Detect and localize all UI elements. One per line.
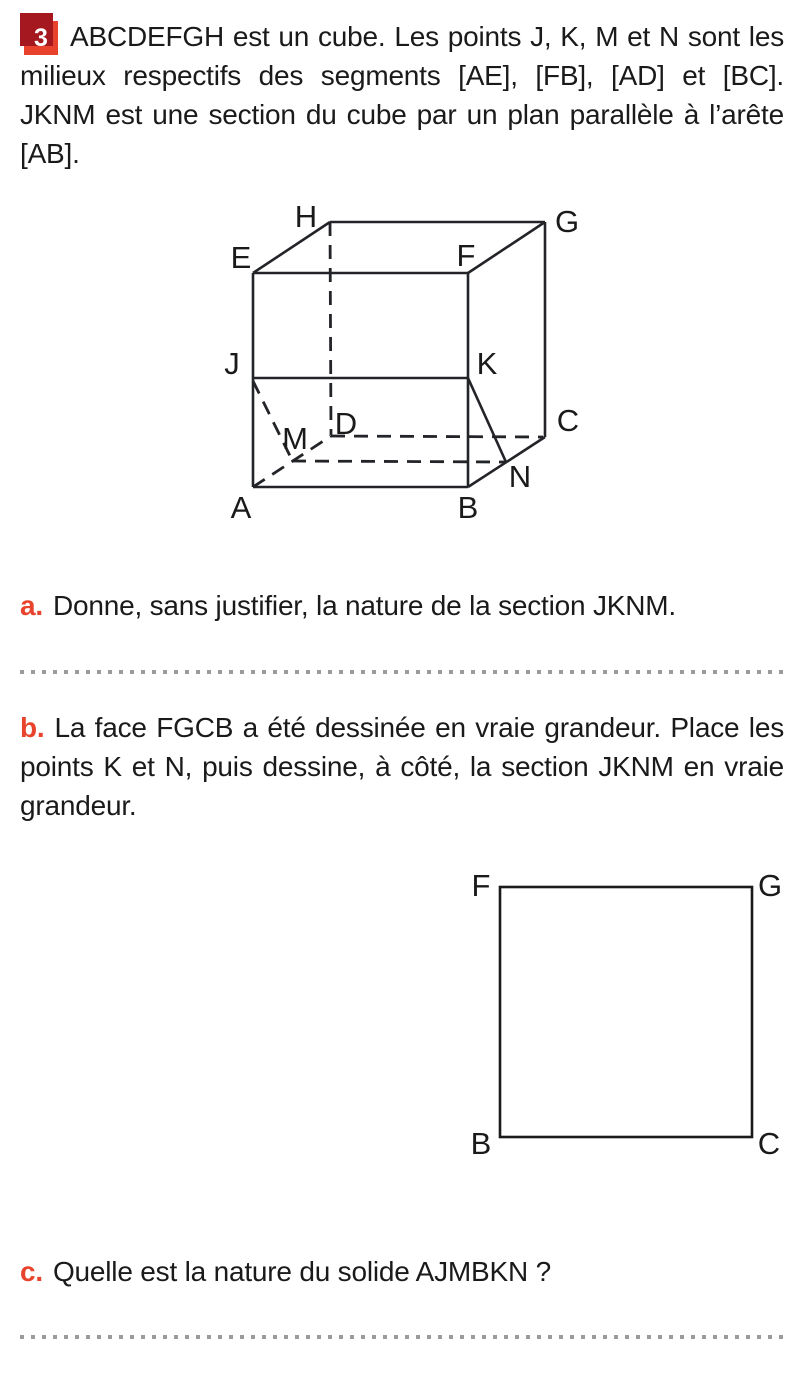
question-c	[20, 1252, 784, 1291]
square-label-B: B	[470, 1126, 492, 1160]
section-edge-KN	[468, 378, 506, 462]
cube-label-G: G	[554, 204, 580, 239]
square-FGCB	[500, 887, 752, 1137]
answer-dotted-line-c	[20, 1335, 783, 1339]
cube-label-K: K	[476, 346, 498, 381]
exercise-number-badge	[24, 21, 58, 55]
question-a	[20, 586, 784, 625]
cube-label-N: N	[508, 459, 532, 494]
cube-label-C: C	[556, 403, 580, 438]
cube-edge-DC	[331, 436, 543, 437]
square-label-G: G	[757, 868, 783, 903]
cube-edge-FG	[468, 222, 545, 273]
cube-figure	[0, 190, 803, 530]
cube-label-F: F	[456, 238, 476, 273]
cube-label-D: D	[334, 406, 358, 441]
cube-label-E: E	[230, 240, 252, 275]
cube-label-H: H	[294, 199, 318, 234]
section-edge-MN	[292, 461, 506, 462]
question-b-text: La face FGCB a été dessinée en vraie grandeur. Place les points K et N, puis dessine, à côté, la section JKNM en vraie grandeur.	[20, 712, 784, 821]
exercise-intro-text: ABCDEFGH est un cube. Les points J, K, M et N sont les milieux respectifs des segments [AE], [FB], [AD] et [BC]. JKNM est une section du cube par un plan parallèle à l’arête [AB].	[20, 21, 784, 169]
cube-label-B: B	[457, 490, 479, 525]
cube-label-J: J	[224, 346, 240, 381]
square-label-C: C	[757, 1126, 781, 1160]
question-a-marker: a.	[20, 590, 43, 621]
cube-label-M: M	[282, 421, 308, 456]
square-label-F: F	[471, 868, 491, 903]
cube-edge-HD	[330, 222, 331, 435]
question-a-text: Donne, sans justifier, la nature de la section JKNM.	[52, 590, 676, 621]
question-c-marker: c.	[20, 1256, 43, 1287]
cube-label-A: A	[230, 490, 252, 525]
question-b	[20, 708, 784, 825]
square-face-figure	[0, 860, 803, 1160]
cube-edge-EH	[253, 222, 330, 273]
exercise-number: 3	[34, 24, 48, 52]
question-b-marker: b.	[20, 712, 45, 743]
answer-dotted-line-a	[20, 670, 783, 674]
question-c-text: Quelle est la nature du solide AJMBKN ?	[52, 1256, 551, 1287]
